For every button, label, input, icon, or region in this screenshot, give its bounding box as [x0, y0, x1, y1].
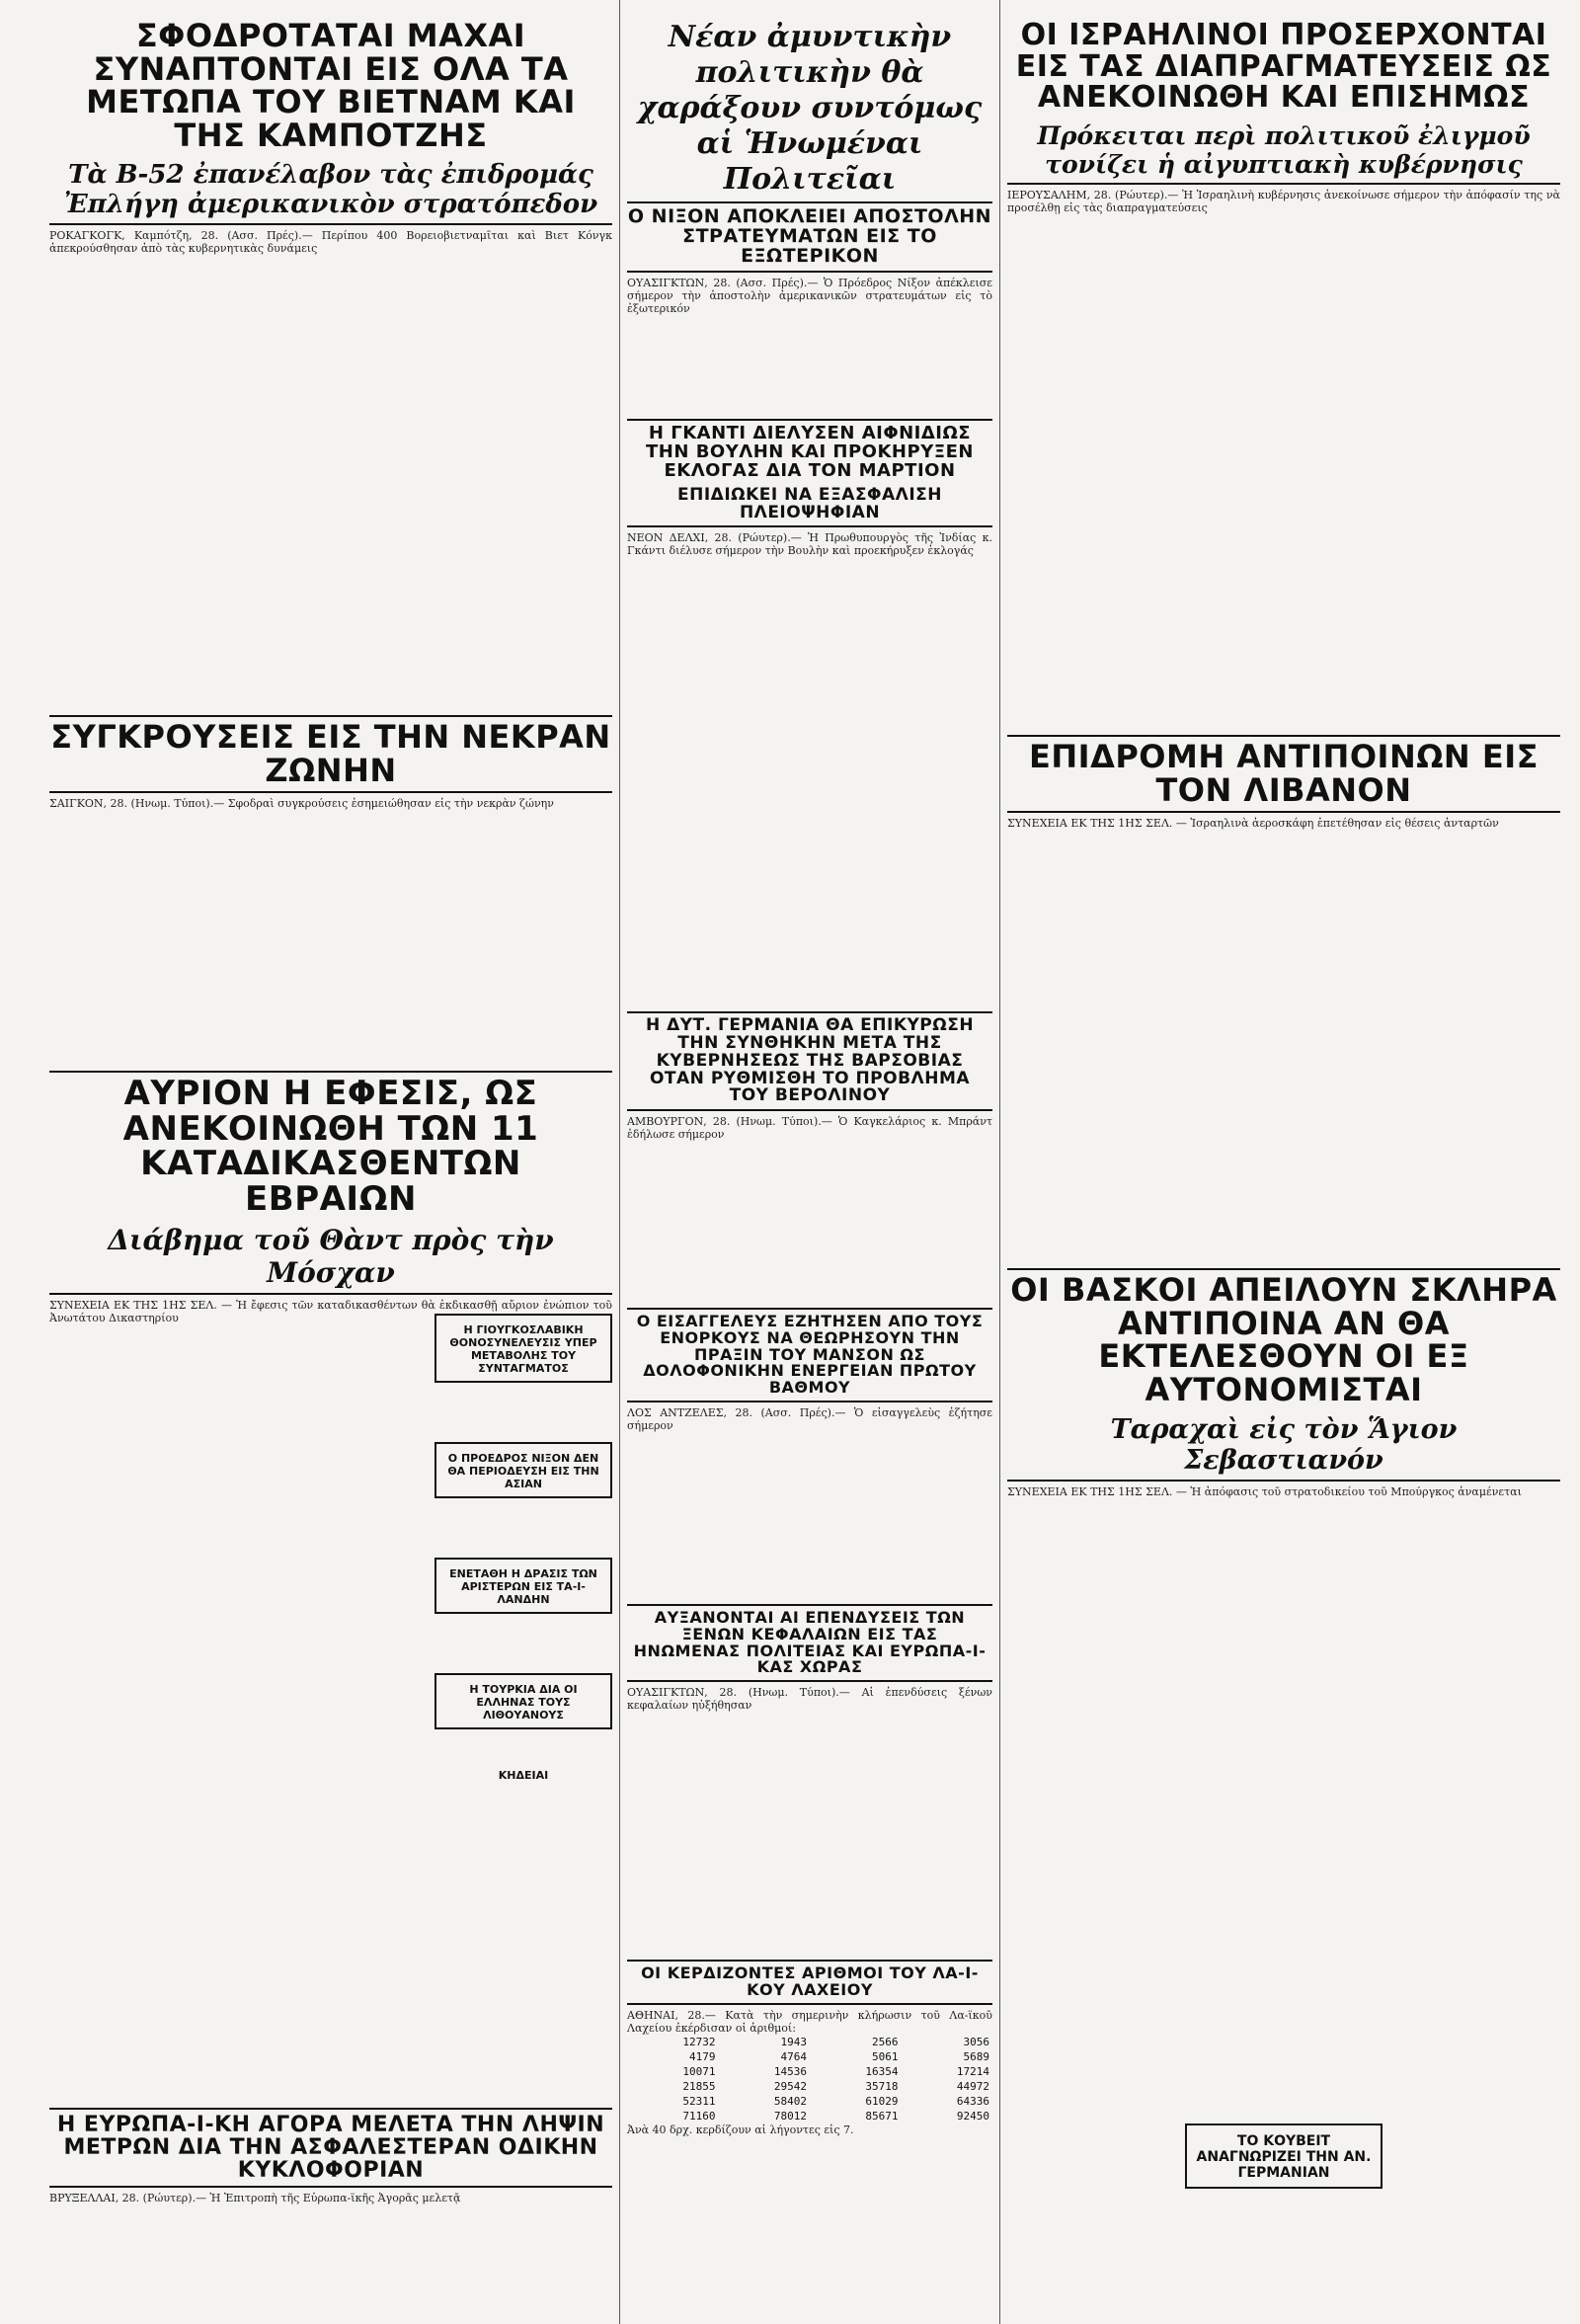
- divider: [1007, 811, 1560, 813]
- lead-vietnam: ΡΟΚΑΓΚΟΓΚ, Καμπότζη, 28. (Ασσ. Πρές).— Περίπου 400 Βορειοβιετναμῖται καὶ Βιετ Κόνγκ ἀπεκρούσθησαν ἀπὸ τὰς κυβερνητικὰς δυνάμεις: [49, 229, 612, 256]
- headline-dead-zone: ΣΥΓΚΡΟΥΣΕΙΣ ΕΙΣ ΤΗΝ ΝΕΚΡΑΝ ΖΩΝΗΝ: [50, 718, 611, 789]
- lead-appeal: ΣΥΝΕΧΕΙΑ ΕΚ ΤΗΣ 1ΗΣ ΣΕΛ. — Ἡ ἔφεσις τῶν καταδικασθέντων θὰ ἐκδικασθῇ αὔριον ἐνώπιον τοῦ Ἀνωτάτου Δικαστηρίου: [49, 1298, 612, 1324]
- lottery-row: [627, 2064, 992, 2079]
- article-investment: [627, 1600, 992, 1936]
- lottery-number: 5689: [963, 2049, 989, 2063]
- divider: [627, 2003, 992, 2005]
- divider: [627, 1604, 992, 1606]
- lottery-number: 92450: [956, 2109, 989, 2123]
- headline-germany: Η ΔΥΤ. ΓΕΡΜΑΝΙΑ ΘΑ ΕΠΙΚΥΡΩΣΗ ΤΗΝ ΣΥΝΘΗΚΗΝ ΜΕΤΑ ΤΗΣ ΚΥΒΕΡΝΗΣΕΩΣ ΤΗΣ ΒΑΡΣΟΒΙΑΣ ΟΤΑΝ ΡΥΘΜΙΣΘΗ ΤΟ ΠΡΟΒΛΗΜΑ ΤΟΥ ΒΕΡΟΛΙΝΟΥ: [645, 1015, 975, 1106]
- lottery-row: [627, 2109, 992, 2124]
- lottery-number: 4764: [780, 2049, 807, 2063]
- headline-appeal: ΑΥΡΙΟΝ Η ΕΦΕΣΙΣ, ΩΣ ΑΝΕΚΟΙΝΩΘΗ ΤΩΝ 11 ΚΑΤΑΔΙΚΑΣΘΕΝΤΩΝ ΕΒΡΑΙΩΝ: [122, 1074, 539, 1220]
- sidebar-shorts: [434, 1314, 612, 2104]
- lottery-number: 3056: [963, 2035, 989, 2048]
- box-turkey: [434, 1673, 612, 1729]
- subheadline-vietnam: Τὰ Β-52 ἐπανέλαβον τὰς ἐπιδρομάς Ἐπλήγη ἀμερικανικὸν στρατόπεδον: [63, 160, 598, 220]
- label-obituary: ΚΗΔΕΙΑΙ: [498, 1769, 549, 1782]
- box-tito: [434, 1314, 612, 1383]
- divider: [49, 2186, 612, 2188]
- divider: [1007, 1480, 1560, 1482]
- lottery-number: 44972: [956, 2079, 989, 2093]
- headline-turkey: Η ΤΟΥΡΚΙΑ ΔΙΑ ΟΙ ΕΛΛΗΝΑΣ ΤΟΥΣ ΛΙΘΟΥΑΝΟΥΣ: [469, 1683, 578, 1722]
- divider: [49, 223, 612, 225]
- lottery-row: [627, 2035, 992, 2049]
- box-kuwait: [1185, 2124, 1382, 2189]
- divider: [627, 1680, 992, 1682]
- lead-lebanon: ΣΥΝΕΧΕΙΑ ΕΚ ΤΗΣ 1ΗΣ ΣΕΛ. — Ἰσραηλινὰ ἀεροσκάφη ἐπετέθησαν εἰς θέσεις ἀνταρτῶν: [1007, 817, 1499, 831]
- lottery-table: [627, 2035, 992, 2124]
- lead-lottery: ΑΘΗΝΑΙ, 28.— Κατὰ τὴν σημερινὴν κλήρωσιν τοῦ Λα-ϊκοῦ Λαχείου ἐκέρδισαν οἱ ἀριθμοί:: [627, 2008, 992, 2035]
- lottery-row: [627, 2049, 992, 2064]
- subheadline-appeal: Διάβημα τοῦ Θὰντ πρὸς τὴν Μόσχαν: [108, 1223, 554, 1289]
- column-rule: [619, 0, 620, 2324]
- article-vietnam: [49, 17, 612, 691]
- article-dead-zone: [49, 711, 612, 1057]
- article-basques: [1007, 1264, 1560, 2054]
- lead-israel: ΙΕΡΟΥΣΑΛΗΜ, 28. (Ρώυτερ).— Ἡ Ἰσραηλινὴ κυβέρνησις ἀνεκοίνωσε σήμερον τὴν ἀπόφασίν της νὰ προσέλθῃ εἰς τὰς διαπραγματεύσεις: [1007, 188, 1560, 214]
- divider: [1007, 1268, 1560, 1270]
- lottery-number: 52311: [682, 2094, 716, 2108]
- article-lottery: [627, 1956, 992, 2301]
- divider: [627, 1308, 992, 1310]
- lottery-number: 78012: [773, 2109, 807, 2123]
- article-germany: [627, 1007, 992, 1264]
- lottery-number: 64336: [956, 2094, 989, 2108]
- lottery-number: 71160: [682, 2109, 716, 2123]
- subheadline-israel: Πρόκειται περὶ πολιτικοῦ ἐλιγμοῦ τονίζει ἡ αἰγυπτιακὴ κυβέρνησις: [1037, 120, 1531, 179]
- divider: [627, 1109, 992, 1111]
- lottery-number: 21855: [682, 2079, 716, 2093]
- headline-basques: ΟΙ ΒΑΣΚΟΙ ΑΠΕΙΛΟΥΝ ΣΚΛΗΡΑ ΑΝΤΙΠΟΙΝΑ ΑΝ ΘΑ ΕΚΤΕΛΕΣΘΟΥΝ ΟΙ ΕΞ ΑΥΤΟΝΟΜΙΣΤΑΙ: [1010, 1271, 1557, 1408]
- headline-prosecutor: Ο ΕΙΣΑΓΓΕΛΕΥΣ ΕΖΗΤΗΣΕΝ ΑΠΟ ΤΟΥΣ ΕΝΟΡΚΟΥΣ ΝΑ ΘΕΩΡΗΣΟΥΝ ΤΗΝ ΠΡΑΞΙΝ ΤΟΥ ΜΑΝΣΟΝ ΩΣ ΔΟΛΟΦΟΝΙΚΗΝ ΕΝΕΡΓΕΙΑΝ ΠΡΩΤΟΥ ΒΑΘΜΟΥ: [636, 1312, 984, 1398]
- lottery-number: 4179: [689, 2049, 716, 2063]
- headline-investment: ΑΥΞΑΝΟΝΤΑΙ ΑΙ ΕΠΕΝΔΥΣΕΙΣ ΤΩΝ ΞΕΝΩΝ ΚΕΦΑΛΑΙΩΝ ΕΙΣ ΤΑΣ ΗΝΩΜΕΝΑΣ ΠΟΛΙΤΕΙΑΣ ΚΑΙ ΕΥΡΩΠΑ-Ι-ΚΑΣ ΧΩΡΑΣ: [633, 1608, 987, 1677]
- article-appeal: [49, 1067, 612, 1324]
- headline-lebanon: ΕΠΙΔΡΟΜΗ ΑΝΤΙΠΟΙΝΩΝ ΕΙΣ ΤΟΝ ΛΙΒΑΝΟΝ: [1029, 738, 1539, 809]
- article-traffic: [49, 2104, 612, 2301]
- lottery-number: 2566: [872, 2035, 899, 2048]
- divider: [627, 271, 992, 273]
- lead-basques: ΣΥΝΕΧΕΙΑ ΕΚ ΤΗΣ 1ΗΣ ΣΕΛ. — Ἡ ἀπόφασις τοῦ στρατοδικείου τοῦ Μπούργκος ἀναμένεται: [1007, 1485, 1522, 1499]
- article-lebanon: [1007, 731, 1560, 1264]
- divider: [627, 201, 992, 203]
- divider: [1007, 183, 1560, 185]
- divider: [627, 1011, 992, 1013]
- divider: [49, 1071, 612, 1073]
- subheadline-gandhi: ΕΠΙΔΙΩΚΕΙ ΝΑ ΕΞΑΣΦΑΛΙΣΗ ΠΛΕΙΟΨΗΦΙΑΝ: [677, 484, 942, 522]
- lead-prosecutor: ΛΟΣ ΑΝΤΖΕΛΕΣ, 28. (Ασσ. Πρές).— Ὁ εἰσαγγελεὺς ἐζήτησε σήμερον: [627, 1405, 992, 1432]
- lottery-number: 5061: [872, 2049, 899, 2063]
- divider: [627, 1960, 992, 1962]
- lottery-number: 17214: [956, 2064, 989, 2078]
- lottery-number: 58402: [773, 2094, 807, 2108]
- lottery-number: 1943: [780, 2035, 807, 2048]
- box-thailand: [434, 1558, 612, 1614]
- lead-germany: ΑΜΒΟΥΡΓΟΝ, 28. (Ηνωμ. Τύποι).— Ὁ Καγκελάριος κ. Μπράντ ἐδήλωσε σήμερον: [627, 1115, 992, 1142]
- box-president: [434, 1442, 612, 1498]
- lottery-row: [627, 2094, 992, 2109]
- article-prosecutor: [627, 1304, 992, 1600]
- lottery-number: 61029: [865, 2094, 899, 2108]
- lottery-number: 16354: [865, 2064, 899, 2078]
- lottery-number: 12732: [682, 2035, 716, 2048]
- headline-kuwait: ΤΟ ΚΟΥΒΕΙΤ ΑΝΑΓΝΩΡΙΖΕΙ ΤΗΝ ΑΝ. ΓΕΡΜΑΝΙΑΝ: [1196, 2133, 1372, 2181]
- subheadline-basques: Ταραχαὶ εἰς τὸν Ἅγιον Σεβαστιανόν: [1110, 1414, 1458, 1477]
- divider: [1007, 735, 1560, 737]
- lottery-number: 14536: [773, 2064, 807, 2078]
- lead-gandhi: ΝΕΟΝ ΔΕΛΧΙ, 28. (Ρώυτερ).— Ἡ Πρωθυπουργὸς τῆς Ἰνδίας κ. Γκάντι διέλυσε σήμερον τὴν Βουλὴν καὶ προεκήρυξεν ἐκλογάς: [627, 531, 992, 558]
- divider: [627, 1401, 992, 1402]
- divider: [627, 525, 992, 527]
- lead-dead-zone: ΣΑΙΓΚΟΝ, 28. (Ηνωμ. Τύποι).— Σφοδραὶ συγκρούσεις ἐσημειώθησαν εἰς τὴν νεκρὰν ζώνην: [49, 797, 554, 811]
- article-gandhi: [627, 415, 992, 1007]
- divider: [49, 2108, 612, 2110]
- headline-gandhi: Η ΓΚΑΝΤΙ ΔΙΕΛΥΣΕΝ ΑΙΦΝΙΔΙΩΣ ΤΗΝ ΒΟΥΛΗΝ ΚΑΙ ΠΡΟΚΗΡΥΞΕΝ ΕΚΛΟΓΑΣ ΔΙΑ ΤΟΝ ΜΑΡΤΙΟΝ: [646, 423, 974, 481]
- divider: [49, 715, 612, 717]
- headline-vietnam: ΣΦΟΔΡΟΤΑΤΑΙ ΜΑΧΑΙ ΣΥΝΑΠΤΟΝΤΑΙ ΕΙΣ ΟΛΑ ΤΑ ΜΕΤΩΠΑ ΤΟΥ ΒΙΕΤΝΑΜ ΚΑΙ ΤΗΣ ΚΑΜΠΟΤΖΗΣ: [86, 17, 576, 154]
- lottery-number: 35718: [865, 2079, 899, 2093]
- headline-nixon: Νέαν ἀμυντικὴν πολιτικὴν θὰ χαράξουν συντόμως αἱ Ἡνωμέναι Πολιτεῖαι: [637, 20, 983, 197]
- headline-thailand: ΕΝΕΤΑΘΗ Η ΔΡΑΣΙΣ ΤΩΝ ΑΡΙΣΤΕΡΩΝ ΕΙΣ ΤΑ-Ι-ΛΑΝΔΗΝ: [449, 1567, 597, 1606]
- headline-tito: Η ΓΙΟΥΓΚΟΣΛΑΒΙΚΗ ΘΟΝΟΣΥΝΕΛΕΥΣΙΣ ΥΠΕΡ ΜΕΤΑΒΟΛΗΣ ΤΟΥ ΣΥΝΤΑΓΜΑΤΟΣ: [449, 1323, 597, 1375]
- lottery-number: 29542: [773, 2079, 807, 2093]
- article-israel: [1007, 20, 1560, 711]
- divider: [49, 791, 612, 793]
- lead-nixon: ΟΥΑΣΙΓΚΤΩΝ, 28. (Ασσ. Πρές).— Ὁ Πρόεδρος Νίξον ἀπέκλεισε σήμερον τὴν ἀποστολὴν ἀμερικανικῶν στρατευμάτων εἰς τὸ ἐξωτερικόν: [627, 276, 992, 315]
- divider: [627, 419, 992, 421]
- article-nixon: [627, 20, 992, 415]
- headline-traffic: Η ΕΥΡΩΠΑ-Ι-ΚΗ ΑΓΟΡΑ ΜΕΛΕΤΑ ΤΗΝ ΛΗΨΙΝ ΜΕΤΡΩΝ ΔΙΑ ΤΗΝ ΑΣΦΑΛΕΣΤΕΡΑΝ ΟΔΙΚΗΝ ΚΥΚΛΟΦΟΡΙΑΝ: [56, 2113, 605, 2184]
- headline-israel: ΟΙ ΙΣΡΑΗΛΙΝΟΙ ΠΡΟΣΕΡΧΟΝΤΑΙ ΕΙΣ ΤΑΣ ΔΙΑΠΡΑΓΜΑΤΕΥΣΕΙΣ ΩΣ ΑΝΕΚΟΙΝΩΘΗ ΚΑΙ ΕΠΙΣΗΜΩΣ: [1015, 18, 1552, 115]
- lottery-number: 10071: [682, 2064, 716, 2078]
- divider: [49, 1293, 612, 1295]
- lottery-footer: Ἀνὰ 40 δρχ. κερδίζουν αἱ λήγοντες εἰς 7.: [627, 2123, 854, 2136]
- subheadline-nixon: Ο ΝΙΞΟΝ ΑΠΟΚΛΕΙΕΙ ΑΠΟΣΤΟΛΗΝ ΣΤΡΑΤΕΥΜΑΤΩΝ ΕΙΣ ΤΟ ΕΞΩΤΕΡΙΚΟΝ: [627, 205, 992, 267]
- lottery-number: 85671: [865, 2109, 899, 2123]
- headline-president: Ο ΠΡΟΕΔΡΟΣ ΝΙΞΟΝ ΔΕΝ ΘΑ ΠΕΡΙΟΔΕΥΣΗ ΕΙΣ ΤΗΝ ΑΣΙΑΝ: [447, 1452, 599, 1490]
- lottery-row: [627, 2079, 992, 2094]
- lead-investment: ΟΥΑΣΙΓΚΤΩΝ, 28. (Ηνωμ. Τύποι).— Αἱ ἐπενδύσεις ξένων κεφαλαίων ηὐξήθησαν: [627, 1686, 992, 1713]
- article-kuwait: [1185, 2124, 1382, 2242]
- lead-traffic: ΒΡΥΞΕΛΛΑΙ, 28. (Ρώυτερ).— Ἡ Ἐπιτροπὴ τῆς Εὐρωπα-ϊκῆς Ἀγορᾶς μελετᾷ: [49, 2192, 461, 2205]
- headline-lottery: ΟΙ ΚΕΡΔΙΖΟΝΤΕΣ ΑΡΙΘΜΟΙ ΤΟΥ ΛΑ-Ι-ΚΟΥ ΛΑΧΕΙΟΥ: [641, 1963, 979, 1999]
- column-rule: [999, 0, 1000, 2324]
